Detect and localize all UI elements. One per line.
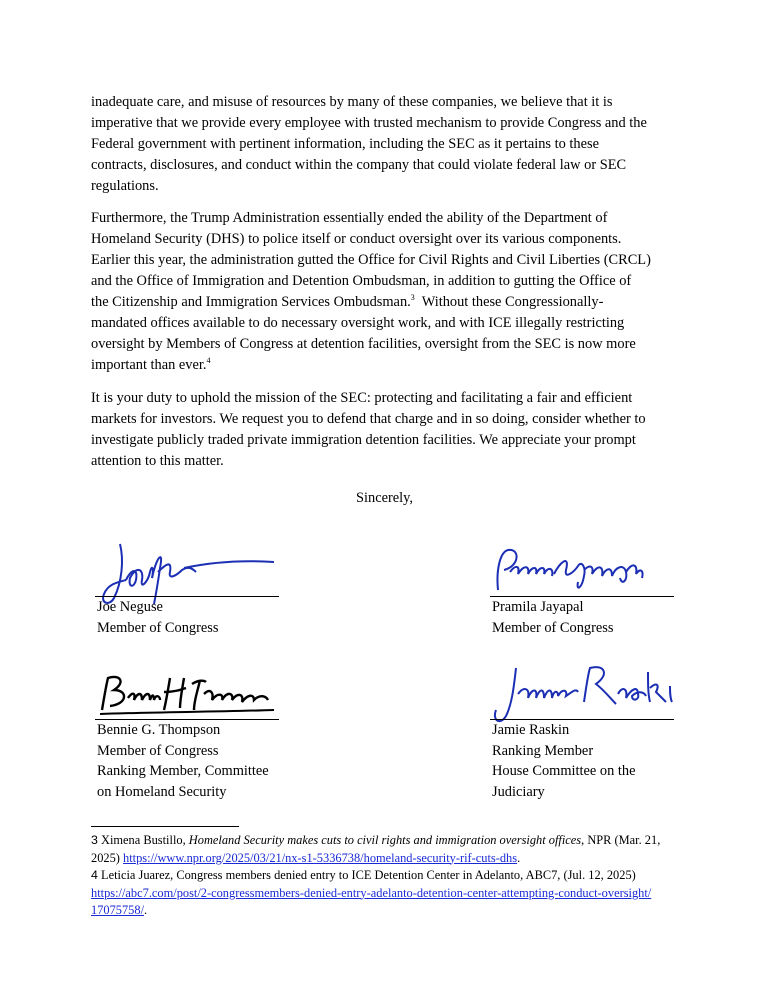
signer-title: House Committee on the (492, 763, 636, 779)
signer-name: Joe Neguse (97, 599, 163, 615)
footnote-ref-3[interactable]: 3 (410, 293, 415, 302)
text-line (91, 355, 691, 376)
signer-name: Pramila Jayapal (492, 599, 584, 615)
signer-title: Member of Congress (492, 619, 614, 636)
signature-bennie-thompson (94, 668, 284, 720)
footnote-number: 4 (91, 868, 98, 882)
text-line: oversight by Members of Congress at detention facilities, oversight from the SEC is now more (91, 336, 636, 352)
footnote-ref-4[interactable]: 4 (206, 356, 211, 365)
text-line: imperative that we provide every employee with trusted mechanism to provide Congress and the (91, 115, 647, 131)
closing: Sincerely, (356, 490, 414, 506)
signer-title: Ranking Member, Committee (97, 763, 269, 779)
footnote-3 (91, 832, 691, 867)
text-line (91, 292, 691, 313)
text-line: mandated offices available to do necessary oversight work, and with ICE illegally restricting (91, 315, 625, 331)
footnote-link[interactable]: https://www.npr.org/2025/03/21/nx-s1-5336738/homeland-security-rif-cuts-dhs (123, 850, 518, 865)
signer-name: Jamie Raskin (492, 722, 570, 738)
text-segment: the Citizenship and Immigration Services Ombudsman. (91, 294, 411, 310)
paragraph-3 (91, 388, 691, 472)
text-line: regulations. (91, 178, 159, 194)
text-line: investigate publicly traded private immigration detention facilities. We appreciate your prompt (91, 432, 636, 448)
text-segment: important than ever. (91, 357, 207, 373)
footnote-line (91, 885, 691, 903)
text-line: It is your duty to uphold the mission of the SEC: protecting and facilitating a fair and efficient (91, 390, 633, 406)
text-line: Homeland Security (DHS) to police itself or conduct oversight over its various components. (91, 231, 622, 247)
footnote-author: Ximena Bustillo, (101, 833, 186, 847)
signer-block-raskin (492, 720, 692, 802)
footnote-date: 2025) (91, 850, 120, 865)
signer-block-jayapal (492, 597, 692, 638)
signer-title: on Homeland Security (97, 783, 227, 800)
signature-pramila-jayapal (486, 540, 686, 600)
footnote-line (91, 850, 691, 868)
text-segment: Without these Congressionally- (421, 294, 604, 310)
text-line: attention to this matter. (91, 453, 224, 469)
footnote-separator (91, 826, 239, 827)
signer-title: Ranking Member (492, 742, 594, 759)
text-line: Federal government with pertinent information, including the SEC as it pertains to these (91, 136, 599, 152)
text-line: contracts, disclosures, and conduct within the company that could violate federal law or SEC (91, 157, 627, 173)
text-line: Earlier this year, the administration gutted the Office for Civil Rights and Civil Liberties (CRCL) (91, 252, 651, 268)
signer-name: Bennie G. Thompson (97, 722, 221, 738)
footnote-punct: . (144, 903, 148, 917)
text-line: Furthermore, the Trump Administration essentially ended the ability of the Department of (91, 210, 608, 226)
footnote-source: , NPR (Mar. 21, (581, 833, 661, 847)
signer-title: Member of Congress (97, 619, 219, 636)
footnote-title: Homeland Security makes cuts to civil rights and immigration oversight offices (188, 833, 582, 847)
signer-title: Member of Congress (97, 742, 219, 759)
paragraph-1 (91, 92, 691, 197)
footnote-link[interactable]: 17075758/ (91, 903, 145, 917)
text-line: inadequate care, and misuse of resources by many of these companies, we believe that it is (91, 94, 613, 110)
footnote-number: 3 (91, 833, 98, 847)
footnote-text: Leticia Juarez, Congress members denied entry to ICE Detention Center in Adelanto, ABC7, (Jul. 12, 2025) (101, 868, 636, 882)
signer-block-thompson (97, 720, 297, 802)
paragraph-2 (91, 208, 691, 376)
signer-block-neguse (97, 597, 297, 638)
footnote-line (91, 832, 691, 850)
text-line: markets for investors. We request you to defend that charge and in so doing, consider whether to (91, 411, 646, 427)
footnote-link[interactable]: https://abc7.com/post/2-congressmembers-denied-entry-adelanto-detention-center-attempting-conduct-oversight/ (91, 885, 652, 900)
signer-title: Judiciary (492, 783, 545, 800)
footnote-punct: . (517, 850, 521, 865)
footnote-4 (91, 867, 691, 920)
footnote-line (91, 902, 691, 920)
text-line: and the Office of Immigration and Detention Ombudsman, in addition to gutting the Office of (91, 273, 632, 289)
footnote-line (91, 867, 691, 885)
